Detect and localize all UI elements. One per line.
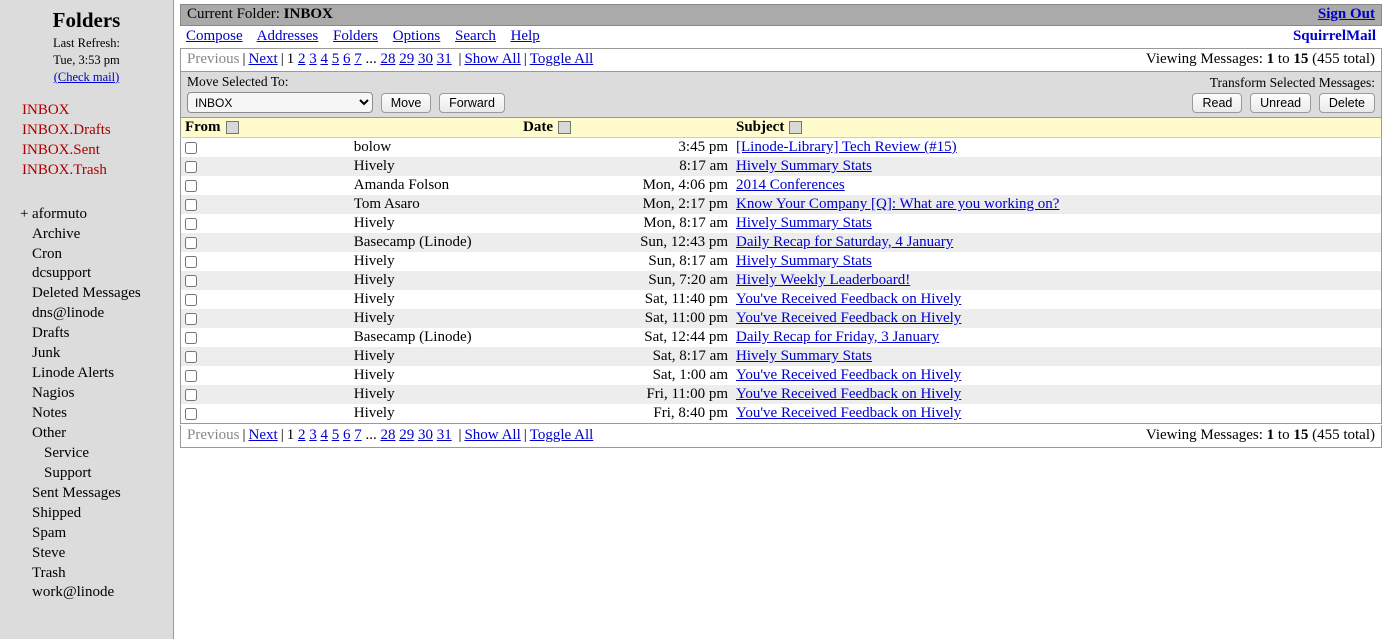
- message-subject-cell[interactable]: [732, 176, 1382, 195]
- message-checkbox[interactable]: [185, 161, 197, 173]
- message-from: Basecamp (Linode): [350, 328, 519, 347]
- pager-top: [180, 48, 1382, 72]
- message-date: 8:17 am: [519, 157, 732, 176]
- row-select-cell[interactable]: [181, 366, 350, 385]
- folders-title: Folders: [52, 8, 121, 32]
- folder-row: [6, 364, 173, 384]
- folder-link[interactable]: Shipped: [32, 504, 82, 521]
- message-subject-cell[interactable]: [732, 309, 1382, 328]
- squirrelmail-brand: SquirrelMail: [1292, 28, 1376, 44]
- toggle-all-link[interactable]: Toggle All: [529, 51, 594, 67]
- message-subject-cell[interactable]: [732, 404, 1382, 424]
- move-button[interactable]: Move: [381, 93, 432, 113]
- message-subject-link[interactable]: Hively Summary Stats: [736, 348, 872, 364]
- message-subject-link[interactable]: Daily Recap for Friday, 3 January: [736, 329, 940, 345]
- viewing-to-word: to: [1277, 51, 1290, 67]
- folder-link[interactable]: dns@linode: [32, 305, 105, 322]
- folder-row: [6, 205, 173, 225]
- message-checkbox[interactable]: [185, 199, 197, 211]
- message-checkbox[interactable]: [185, 408, 197, 420]
- message-subject-link[interactable]: Hively Summary Stats: [736, 215, 872, 231]
- message-from: Hively: [350, 347, 519, 366]
- folder-link[interactable]: Cron: [32, 245, 62, 262]
- mark-unread-button[interactable]: Unread: [1250, 93, 1311, 113]
- table-row[interactable]: [181, 157, 1382, 176]
- pager-page-29[interactable]: 29: [399, 51, 415, 67]
- menu-item-options[interactable]: Options: [392, 28, 441, 44]
- forward-button[interactable]: Forward: [439, 93, 505, 113]
- folder-row: [6, 225, 173, 245]
- folder-link[interactable]: Drafts: [32, 325, 70, 342]
- message-subject-cell[interactable]: [732, 214, 1382, 233]
- row-select-cell[interactable]: [181, 214, 350, 233]
- message-list-table: [180, 118, 1382, 424]
- folder-link[interactable]: work@linode: [32, 584, 115, 601]
- last-refresh-block: [0, 35, 173, 86]
- folder-row: [6, 245, 173, 265]
- pager-page-7[interactable]: 7: [354, 427, 362, 443]
- message-subject-cell[interactable]: [732, 385, 1382, 404]
- folder-row: [6, 284, 173, 304]
- pager-page-4[interactable]: 4: [320, 51, 328, 67]
- folder-link[interactable]: Sent Messages: [32, 484, 121, 501]
- folders-sidebar: [0, 0, 174, 639]
- viewing-to: 15: [1293, 427, 1309, 443]
- pager-page-7[interactable]: 7: [354, 51, 362, 67]
- show-all-link[interactable]: Show All: [464, 51, 521, 67]
- message-subject-link[interactable]: Hively Summary Stats: [736, 158, 872, 174]
- row-select-cell[interactable]: [181, 157, 350, 176]
- viewing-to: 15: [1293, 51, 1309, 67]
- folder-row: [6, 484, 173, 504]
- folder-row: [6, 564, 173, 584]
- sort-subject-icon[interactable]: [789, 121, 802, 134]
- special-folders-list: [0, 100, 173, 181]
- folder-link[interactable]: Notes: [32, 405, 67, 421]
- column-header-subject-label: Subject: [736, 119, 785, 135]
- current-folder: [187, 6, 333, 23]
- message-checkbox[interactable]: [185, 294, 197, 306]
- table-row[interactable]: [181, 176, 1382, 195]
- folder-row: [6, 444, 173, 464]
- pager-previous-disabled: Previous: [187, 51, 240, 67]
- folder-link[interactable]: Deleted Messages: [32, 285, 141, 302]
- message-date: Sat, 12:44 pm: [519, 328, 732, 347]
- move-folder-select[interactable]: [187, 92, 373, 113]
- folder-link[interactable]: Service: [44, 444, 89, 461]
- pager-page-5[interactable]: 5: [331, 427, 340, 443]
- sidebar-item-inbox: [22, 100, 173, 120]
- table-row[interactable]: [181, 328, 1382, 347]
- folder-row: [6, 324, 173, 344]
- folder-row: [6, 544, 173, 564]
- folder-row: [6, 384, 173, 404]
- pager-page-28[interactable]: 28: [380, 427, 396, 443]
- message-checkbox[interactable]: [185, 332, 197, 344]
- folder-link[interactable]: Archive: [32, 225, 81, 242]
- pager-page-2[interactable]: 2: [297, 427, 306, 443]
- message-subject-cell[interactable]: [732, 271, 1382, 290]
- table-row[interactable]: [181, 271, 1382, 290]
- folder-link[interactable]: Nagios: [32, 385, 75, 402]
- message-date: Sun, 12:43 pm: [519, 233, 732, 252]
- row-select-cell[interactable]: [181, 195, 350, 214]
- sidebar-link-drafts[interactable]: INBOX.Drafts: [22, 121, 111, 138]
- pager-page-current: 1: [286, 427, 295, 443]
- pager-page-3[interactable]: 3: [309, 51, 317, 67]
- table-row[interactable]: [181, 252, 1382, 271]
- message-date: Sun, 7:20 am: [519, 271, 732, 290]
- row-select-cell[interactable]: [181, 176, 350, 195]
- menu-item-search[interactable]: Search: [455, 28, 496, 44]
- message-subject-cell[interactable]: [732, 290, 1382, 309]
- message-from: bolow: [350, 138, 519, 158]
- last-refresh-label: Last Refresh:: [53, 36, 120, 50]
- message-from: Hively: [350, 290, 519, 309]
- row-select-cell[interactable]: [181, 138, 350, 158]
- sort-date-icon[interactable]: [558, 121, 571, 134]
- message-checkbox[interactable]: [185, 389, 197, 401]
- message-subject-link[interactable]: You've Received Feedback on Hively: [736, 310, 962, 326]
- transform-selected-group: [1188, 75, 1375, 113]
- table-row[interactable]: [181, 290, 1382, 309]
- row-select-cell[interactable]: [181, 271, 350, 290]
- pager-bottom-links: Previous | Next | 1 2 3 4 5 6 7 ... 28 29 30 31 | Show All | Toggle All: [187, 427, 594, 443]
- pager-page-28[interactable]: 28: [380, 51, 396, 67]
- message-subject-link[interactable]: Hively Summary Stats: [736, 253, 872, 269]
- column-header-from-label: From: [185, 119, 221, 135]
- last-refresh-time: Tue, 3:53 pm: [53, 52, 120, 67]
- menu-item-compose[interactable]: Compose: [186, 28, 243, 44]
- row-select-cell[interactable]: [181, 328, 350, 347]
- folder-list: [0, 205, 173, 604]
- move-transform-bar: [180, 72, 1382, 118]
- message-date: Mon, 4:06 pm: [519, 176, 732, 195]
- message-from: Hively: [350, 385, 519, 404]
- folder-link[interactable]: Junk: [32, 345, 61, 362]
- pager-page-4[interactable]: 4: [320, 427, 328, 443]
- move-selected-label: Move Selected To:: [187, 74, 289, 89]
- menu-item-help[interactable]: Help: [510, 28, 540, 44]
- message-subject-link[interactable]: You've Received Feedback on Hively: [736, 386, 962, 402]
- folder-row: [6, 464, 173, 484]
- table-header-row: [181, 118, 1382, 138]
- column-header-subject[interactable]: [732, 118, 1382, 138]
- message-from: Hively: [350, 404, 519, 424]
- main-menu-links: [186, 28, 551, 45]
- table-row[interactable]: [181, 138, 1382, 158]
- folder-link[interactable]: Trash: [32, 564, 66, 581]
- pager-page-current: 1: [286, 51, 295, 67]
- message-from: Hively: [350, 366, 519, 385]
- message-checkbox[interactable]: [185, 370, 197, 382]
- message-date: Sat, 11:40 pm: [519, 290, 732, 309]
- message-date: 3:45 pm: [519, 138, 732, 158]
- message-subject-link[interactable]: [Linode-Library] Tech Review (#15): [736, 139, 957, 155]
- message-date: Sat, 1:00 am: [519, 366, 732, 385]
- message-date: Mon, 2:17 pm: [519, 195, 732, 214]
- pager-previous-disabled: Previous: [187, 427, 240, 443]
- message-date: Sat, 11:00 pm: [519, 309, 732, 328]
- pager-page-30[interactable]: 30: [417, 51, 433, 67]
- message-subject-cell[interactable]: [732, 195, 1382, 214]
- message-checkbox[interactable]: [185, 180, 197, 192]
- message-subject-link[interactable]: Daily Recap for Saturday, 4 January: [736, 234, 954, 250]
- column-header-date[interactable]: [519, 118, 732, 138]
- message-subject-link[interactable]: Hively Weekly Leaderboard!: [736, 272, 911, 288]
- table-row[interactable]: [181, 347, 1382, 366]
- message-subject-cell[interactable]: [732, 366, 1382, 385]
- row-select-cell[interactable]: [181, 309, 350, 328]
- toggle-all-link[interactable]: Toggle All: [529, 427, 594, 443]
- message-subject-cell[interactable]: [732, 157, 1382, 176]
- pager-bottom: [180, 425, 1382, 448]
- message-date: Fri, 8:40 pm: [519, 404, 732, 424]
- pager-page-31[interactable]: 31: [436, 51, 452, 67]
- folder-row: [6, 404, 173, 424]
- viewing-messages-status-top: [1146, 51, 1375, 68]
- message-subject-link[interactable]: You've Received Feedback on Hively: [736, 291, 962, 307]
- message-from: Hively: [350, 271, 519, 290]
- viewing-total: (455 total): [1312, 427, 1375, 443]
- move-selected-group: [187, 74, 505, 113]
- table-row[interactable]: [181, 195, 1382, 214]
- viewing-prefix: Viewing Messages:: [1145, 427, 1263, 443]
- table-row[interactable]: [181, 309, 1382, 328]
- message-checkbox[interactable]: [185, 351, 197, 363]
- show-all-link[interactable]: Show All: [464, 427, 521, 443]
- sidebar-link-trash[interactable]: INBOX.Trash: [22, 162, 107, 179]
- sign-out-link[interactable]: Sign Out: [1317, 6, 1375, 22]
- message-checkbox[interactable]: [185, 237, 197, 249]
- message-checkbox[interactable]: [185, 218, 197, 230]
- message-subject-cell[interactable]: [732, 328, 1382, 347]
- check-mail-link[interactable]: (Check mail): [53, 69, 120, 84]
- expand-toggle-icon[interactable]: +: [20, 205, 29, 222]
- row-select-cell[interactable]: [181, 347, 350, 366]
- delete-button[interactable]: Delete: [1319, 93, 1375, 113]
- column-header-date-label: Date: [523, 119, 553, 135]
- sidebar-item-trash: [22, 160, 173, 180]
- main-menu-bar: [180, 26, 1382, 47]
- folder-row: [6, 344, 173, 364]
- menu-item-folders[interactable]: Folders: [333, 28, 379, 44]
- sidebar-link-sent[interactable]: INBOX.Sent: [22, 142, 100, 159]
- pager-page-5[interactable]: 5: [331, 51, 340, 67]
- sidebar-item-drafts: [22, 120, 173, 140]
- main-panel: [174, 0, 1388, 639]
- column-header-from[interactable]: [181, 118, 520, 138]
- message-from: Hively: [350, 252, 519, 271]
- message-checkbox[interactable]: [185, 142, 197, 154]
- message-from: Hively: [350, 214, 519, 233]
- pager-page-2[interactable]: 2: [297, 51, 306, 67]
- message-subject-cell[interactable]: [732, 347, 1382, 366]
- message-subject-cell[interactable]: [732, 138, 1382, 158]
- folder-row: [6, 424, 173, 444]
- folder-link[interactable]: dcsupport: [32, 265, 92, 282]
- message-date: Sun, 8:17 am: [519, 252, 732, 271]
- table-row[interactable]: [181, 385, 1382, 404]
- message-subject-link[interactable]: You've Received Feedback on Hively: [736, 367, 962, 383]
- message-subject-link[interactable]: You've Received Feedback on Hively: [736, 405, 962, 421]
- row-select-cell[interactable]: [181, 385, 350, 404]
- message-subject-link[interactable]: Know Your Company [Q]: What are you working on?: [736, 196, 1060, 212]
- table-row[interactable]: [181, 233, 1382, 252]
- viewing-from: 1: [1266, 427, 1275, 443]
- message-checkbox[interactable]: [185, 256, 197, 268]
- table-row[interactable]: [181, 404, 1382, 424]
- pager-page-6[interactable]: 6: [342, 427, 351, 443]
- pager-next-link[interactable]: Next: [248, 51, 278, 67]
- viewing-total: (455 total): [1312, 51, 1375, 67]
- sort-from-icon[interactable]: [226, 121, 239, 134]
- folder-row: [6, 583, 173, 603]
- message-date: Mon, 8:17 am: [519, 214, 732, 233]
- pager-ellipsis: ...: [365, 51, 377, 67]
- current-folder-bar: [180, 4, 1382, 26]
- pager-ellipsis: ...: [365, 427, 377, 443]
- pager-page-30[interactable]: 30: [417, 427, 433, 443]
- message-subject-cell[interactable]: [732, 233, 1382, 252]
- message-checkbox[interactable]: [185, 313, 197, 325]
- table-row[interactable]: [181, 366, 1382, 385]
- row-select-cell[interactable]: [181, 290, 350, 309]
- viewing-messages-status-bottom: [1146, 427, 1375, 444]
- pager-page-6[interactable]: 6: [342, 51, 351, 67]
- folder-link[interactable]: Steve: [32, 544, 66, 561]
- current-folder-label: Current Folder:: [187, 6, 280, 22]
- pager-page-3[interactable]: 3: [309, 427, 317, 443]
- folder-row: [6, 524, 173, 544]
- message-from: Tom Asaro: [350, 195, 519, 214]
- message-subject-cell[interactable]: [732, 252, 1382, 271]
- viewing-to-word: to: [1277, 427, 1290, 443]
- message-from: Hively: [350, 309, 519, 328]
- message-date: Fri, 11:00 pm: [519, 385, 732, 404]
- folder-row: [6, 304, 173, 324]
- folder-link[interactable]: Spam: [32, 524, 67, 541]
- message-from: Hively: [350, 157, 519, 176]
- pager-page-29[interactable]: 29: [399, 427, 415, 443]
- row-select-cell[interactable]: [181, 233, 350, 252]
- row-select-cell[interactable]: [181, 252, 350, 271]
- message-from: Basecamp (Linode): [350, 233, 519, 252]
- mark-read-button[interactable]: Read: [1192, 93, 1242, 113]
- pager-next-link[interactable]: Next: [248, 427, 278, 443]
- folder-row: [6, 504, 173, 524]
- sidebar-link-inbox[interactable]: INBOX: [22, 101, 70, 118]
- row-select-cell[interactable]: [181, 404, 350, 424]
- folder-row: [6, 264, 173, 284]
- message-from: Amanda Folson: [350, 176, 519, 195]
- current-folder-name: INBOX: [283, 6, 333, 22]
- message-date: Sat, 8:17 am: [519, 347, 732, 366]
- folder-link[interactable]: Linode Alerts: [32, 365, 115, 382]
- message-checkbox[interactable]: [185, 275, 197, 287]
- folder-link[interactable]: Support: [44, 464, 92, 481]
- viewing-prefix: Viewing Messages:: [1145, 51, 1263, 67]
- menu-item-addresses[interactable]: Addresses: [256, 28, 319, 44]
- pager-page-31[interactable]: 31: [436, 427, 452, 443]
- viewing-from: 1: [1266, 51, 1275, 67]
- sidebar-item-sent: [22, 140, 173, 160]
- folder-link[interactable]: Other: [32, 424, 67, 441]
- pager-top-links: Previous | Next | 1 2 3 4 5 6 7 ... 28 29 30 31 | Show All | Toggle All: [187, 51, 594, 67]
- table-row[interactable]: [181, 214, 1382, 233]
- folder-link[interactable]: aformuto: [32, 205, 87, 222]
- transform-selected-label: Transform Selected Messages:: [1209, 75, 1375, 90]
- message-subject-link[interactable]: 2014 Conferences: [736, 177, 845, 193]
